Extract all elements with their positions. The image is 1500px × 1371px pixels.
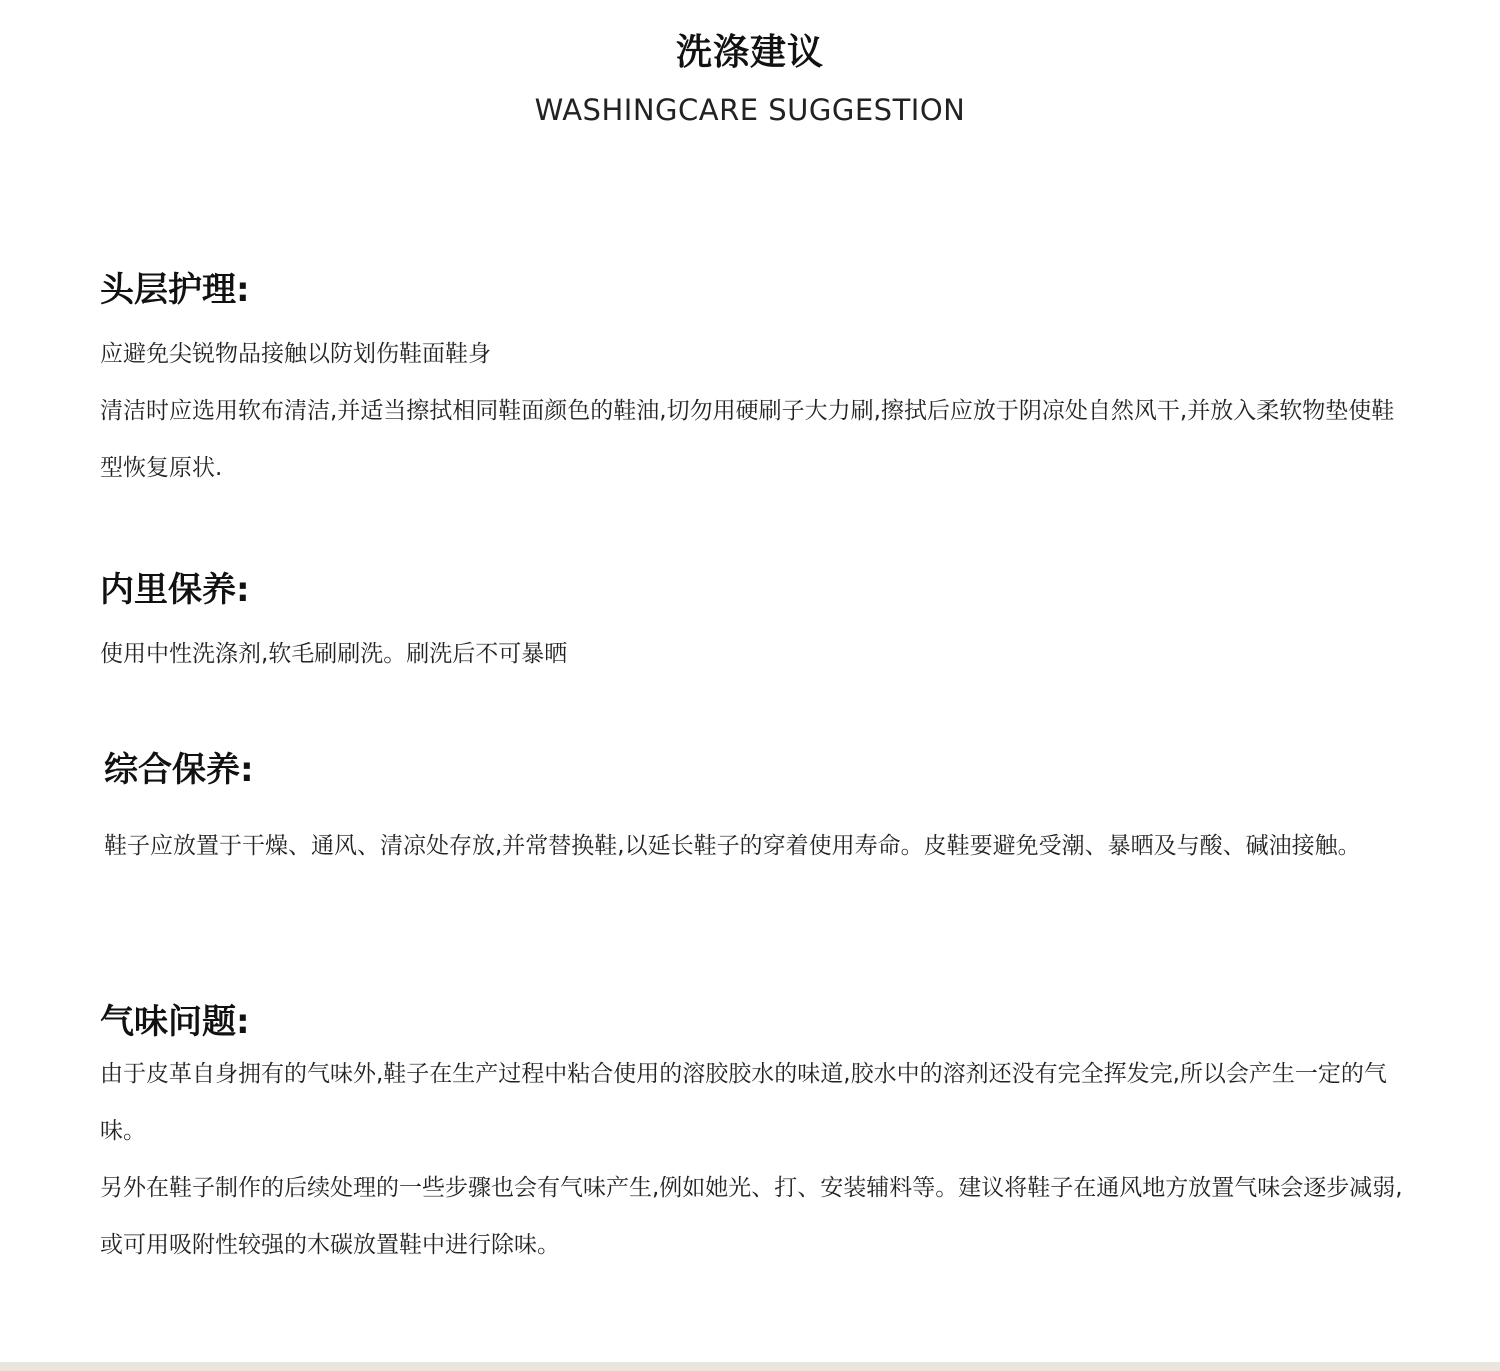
- section-body: [100, 1046, 1410, 1274]
- section-paragraph: 鞋子应放置于干燥、通风、清凉处存放,并常替换鞋,以延长鞋子的穿着使用寿命。皮鞋要避免受潮、暴晒及与酸、碱油接触。: [104, 833, 1361, 859]
- section-general-care: [104, 748, 1414, 875]
- page-title: 洗涤建议: [675, 32, 824, 73]
- page-subtitle: WASHINGCARE SUGGESTION: [534, 93, 966, 127]
- section-lining-care: [100, 568, 1410, 683]
- section-paragraph: 清洁时应选用软布清洁,并适当擦拭相同鞋面颜色的鞋油,切勿用硬刷子大力刷,擦拭后应放于阴凉处自然风干,并放入柔软物垫使鞋型恢复原状.: [100, 398, 1395, 481]
- section-paragraph: 另外在鞋子制作的后续处理的一些步骤也会有气味产生,例如她光、打、安装辅料等。建议将鞋子在通风地方放置气味会逐步减弱,或可用吸附性较强的木碳放置鞋中进行除味。: [100, 1175, 1403, 1258]
- section-heading: 气味问题:: [100, 1002, 250, 1042]
- section-body: [100, 326, 1410, 497]
- page-header: [0, 28, 1500, 128]
- section-odor-issues: [100, 1000, 1410, 1274]
- section-paragraph: 应避免尖锐物品接触以防划伤鞋面鞋身: [100, 341, 491, 367]
- section-paragraph: 由于皮革自身拥有的气味外,鞋子在生产过程中粘合使用的溶胶胶水的味道,胶水中的溶剂还没有完全挥发完,所以会产生一定的气味。: [100, 1061, 1387, 1144]
- section-paragraph: 使用中性洗涤剂,软毛刷刷洗。刷洗后不可暴晒: [100, 641, 568, 667]
- section-heading: 综合保养:: [104, 750, 254, 790]
- section-heading: 内里保养:: [100, 570, 250, 610]
- section-body: [100, 626, 1410, 683]
- section-first-layer-care: [100, 268, 1410, 497]
- section-heading: 头层护理:: [100, 270, 250, 310]
- bottom-divider-band: [0, 1362, 1500, 1371]
- section-body: [104, 818, 1414, 875]
